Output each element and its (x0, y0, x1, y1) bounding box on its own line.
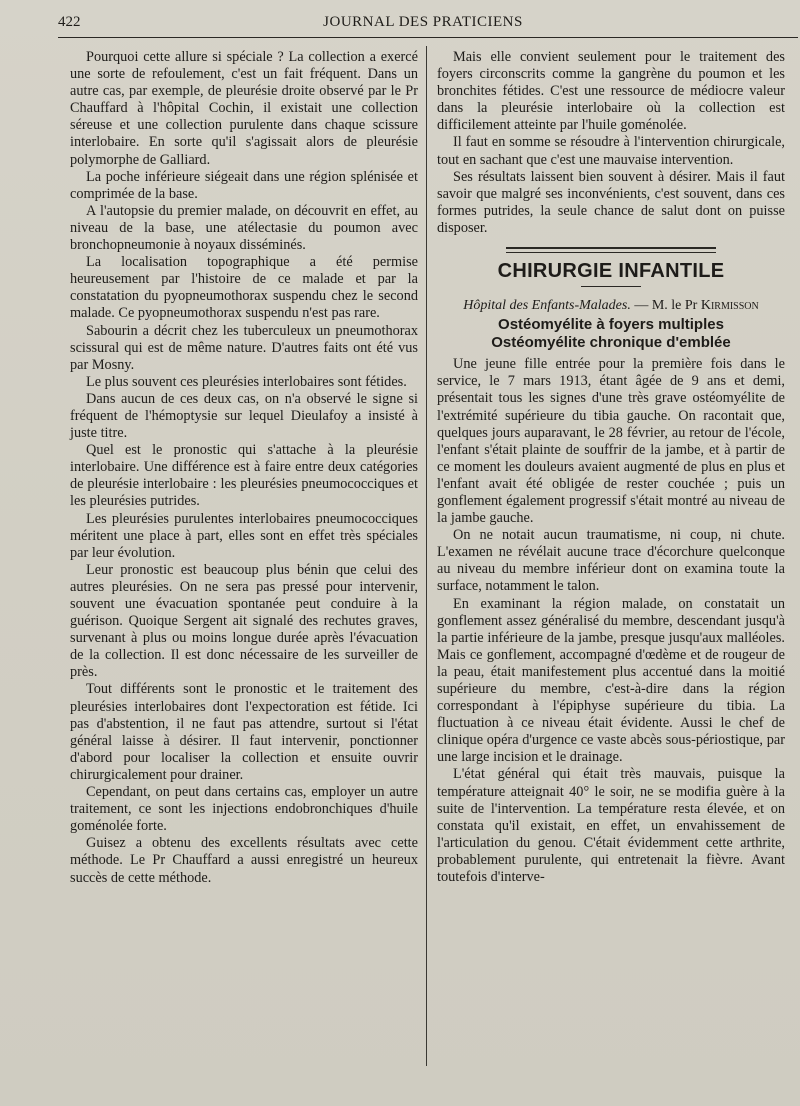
paragraph: On ne notait aucun traumatisme, ni coup, ni chute. L'examen ne révélait aucune trace d'écorchure quelconque au niveau du membre inférieur dont on examina toute la surface, notamment le talon. (437, 527, 785, 595)
paragraph: Le plus souvent ces pleurésies interlobaires sont fétides. (86, 373, 407, 390)
page-number: 422 (58, 14, 81, 30)
paragraph: En examinant la région malade, on constatait un gonflement assez généralisé du membre, descendant jusqu'à la partie inférieure de la jambe, presque jusqu'aux malléoles. Mais ce gonflement, accompagné d'œdème et de rougeur de la peau, était manifestement plus accentué dans la moitié supérieure du membre, c'est-à-dire dans la région correspondant à l'épiphyse supérieure du tibia. La fluctuation à ce niveau était évidente. Aussi le chef de clinique opéra d'urgence ce vaste abcès sous-périostique, par une large incision et le drainage. (437, 595, 785, 766)
paragraph: Guisez a obtenu des excellents résultats avec cette méthode. Le Pr Chauffard a aussi enregistré un heureux succès de cette méthode. (70, 835, 418, 886)
paragraph: Les pleurésies purulentes interlobaires pneumococciques méritent une place à part, elles sont en effet très spéciales par leur évolution. (70, 510, 418, 561)
header-rule (58, 37, 798, 38)
paragraph: La localisation topographique a été permise heureusement par l'histoire de ce malade et par la constatation du pyopneumothorax suspendu chez le second malade. Ce pyopneumothorax suspendu n'est pas rare. (70, 254, 418, 322)
section-title: CHIRURGIE INFANTILE (497, 260, 725, 283)
paragraph: L'état général qui était très mauvais, puisque la température atteignait 40° le soir, ne se modifia guère à la suite de l'intervention. La température resta élevée, et on constata qu'il existait, en effet, un envahissement de l'articulation du genou. C'était évidemment cette arthrite, probablement purulente, qui entretenait la fièvre. Avant toutefois d'interve- (437, 766, 785, 886)
paragraph: Tout différents sont le pronostic et le traitement des pleurésies interlobaires dont l'expectoration est fétide. Ici pas d'abstention, il ne faut pas attendre, surtout si l'état général laisse à désirer. Il faut intervenir, ponctionner d'abord pour localiser la collection et ensuite ouvrir chirurgicalement pour drainer. (70, 681, 418, 783)
paragraph: Leur pronostic est beaucoup plus bénin que celui des autres pleurésies. On ne sera pas pressé pour intervenir, souvent une évacuation spontanée peut conduire à la guérison. Quoique Sergent ait signalé des rechutes graves, survenant à plus ou moins longue durée après l'évacuation de la collection. Il est donc nécessaire de les surveiller de près. (70, 561, 418, 681)
article-title-1: Ostéomyélite à foyers multiples (498, 316, 724, 334)
paragraph: Cependant, on peut dans certains cas, employer un autre traitement, ce sont les injections endobronchiques d'huile goménolée forte. (70, 784, 418, 835)
journal-title: JOURNAL DES PRATICIENS (323, 14, 523, 30)
column-divider (426, 46, 427, 1066)
paragraph: Quel est le pronostic qui s'attache à la pleurésie interlobaire. Une différence est à faire entre deux catégories de pleurésie interlobaire : les pleurésies pneumococciques et les pleurésies putrides. (70, 442, 418, 510)
paragraph: La poche inférieure siégeait dans une région splénisée et comprimée de la base. (70, 168, 418, 202)
hospital-dash: — M. le Pr (630, 298, 701, 314)
paragraph: Ses résultats laissent bien souvent à désirer. Mais il faut savoir que malgré ses inconvénients, c'est souvent, dans ces formes putrides, la seule chance de salut dont on puisse disposer. (437, 168, 785, 236)
article-title-2: Ostéomyélite chronique d'emblée (491, 334, 731, 352)
page-header (58, 10, 788, 36)
paragraph: Pourquoi cette allure si spéciale ? La collection a exercé une sorte de refoulement, c'est un fait fréquent. Dans un autre cas, par exemple, de pleurésie droite observé par le Pr Chauffard à l'hôpital Cochin, il existait une collection séreuse et une collection purulente dans chaque scissure interlobaire. En sorte qu'il s'agissait alors de pleurésie polymorphe de Galliard. (70, 49, 418, 168)
hospital-name: Hôpital des Enfants-Malades. (463, 298, 631, 314)
paragraph: Mais elle convient seulement pour le traitement des foyers circonscrits comme la gangrène du poumon et les bronchites fétides. C'est une ressource de médiocre valeur dans la pleurésie interlobaire où la collection est difficilement atteinte par l'huile goménolée. (437, 49, 785, 134)
paragraph: Une jeune fille entrée pour la première fois dans le service, le 7 mars 1913, étant âgée de 9 ans et demi, présentait tous les signes d'une très grave ostéomyélite de l'extrémité supérieure du tibia gauche. On racontait que, quelques jours auparavant, le 28 février, au retour de l'école, l'enfant s'était plainte de souffrir de la jambe, et à partir de ce moment les douleurs avaient augmenté de plus en plus et l'enfant avait été obligée de rester couchée ; puis un gonflement également progressif s'était montré au niveau de la jambe gauche. (437, 356, 785, 527)
paragraph: Il faut en somme se résoudre à l'intervention chirurgicale, tout en sachant que c'est une mauvaise intervention. (437, 134, 785, 168)
left-column (70, 49, 418, 887)
section-separator (506, 247, 716, 253)
hospital-line (437, 297, 785, 314)
author-name: Kirmisson (700, 298, 759, 314)
paragraph: A l'autopsie du premier malade, on découvrit en effet, au niveau de la base, une atélectasie du poumon avec bronchopneumonie à noyaux disséminés. (70, 202, 418, 254)
right-column (437, 49, 785, 886)
title-underline (581, 286, 641, 287)
paragraph: Dans aucun de ces deux cas, on n'a observé le signe si fréquent de l'hémoptysie sur lequel Dieulafoy a insisté à juste titre. (70, 390, 418, 442)
paragraph: Sabourin a décrit chez les tuberculeux un pneumothorax scissural qui est de même nature. D'autres faits ont été vus par Mosny. (70, 322, 418, 373)
